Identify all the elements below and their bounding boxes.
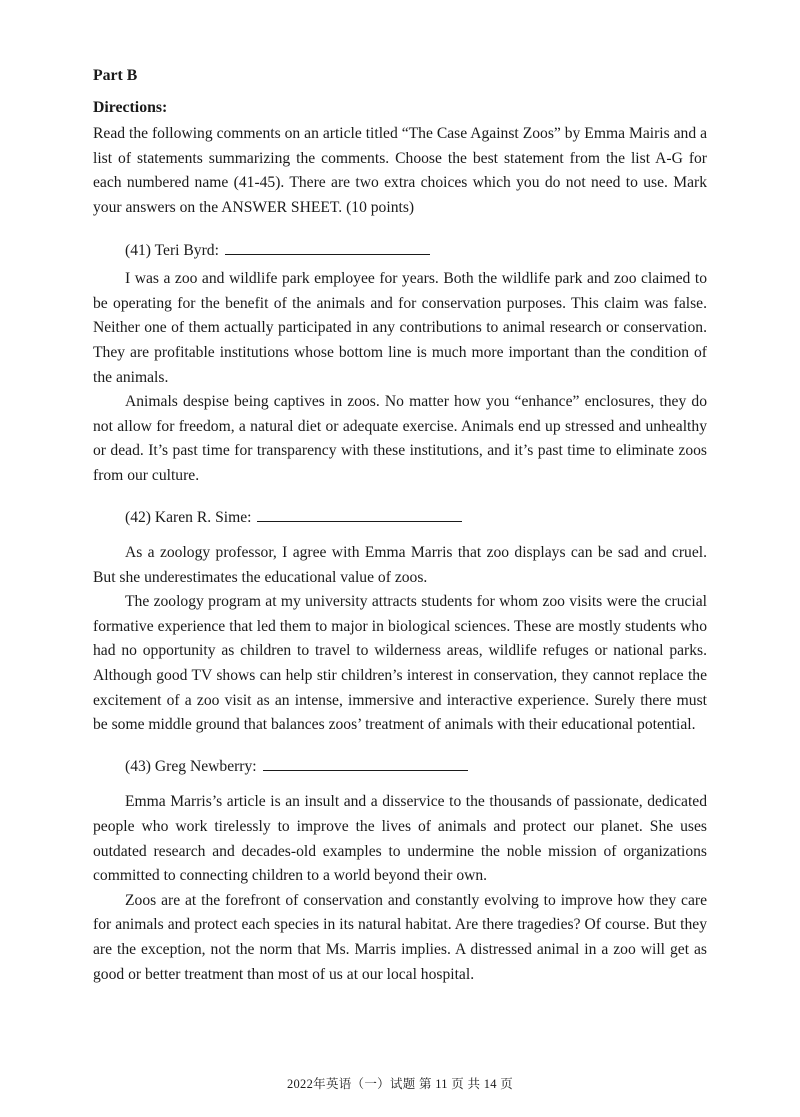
comment-41	[93, 239, 707, 489]
comment-paragraph: Emma Marris’s article is an insult and a disservice to the thousands of passionate, dedicated people who work tirelessly to improve the lives of animals and protect our planet. She uses outdated research and decades-old examples to undermine the noble mission of organizations committed to connecting children to a world beyond their own.	[93, 793, 707, 885]
comment-name-line	[93, 506, 707, 531]
comment-paragraph: Animals despise being captives in zoos. No matter how you “enhance” enclosures, they do not allow for freedom, a natural diet or adequate exercise. Animals end up stressed and unhealthy or dead. It’s past time for transparency with these institutions, and it’s past time to eliminate zoos from our culture.	[93, 393, 707, 484]
answer-blank	[225, 240, 430, 255]
answer-blank	[263, 756, 468, 771]
comment-43	[93, 755, 707, 987]
comment-paragraph: As a zoology professor, I agree with Emma Marris that zoo displays can be sad and cruel. But she underestimates the educational value of zoos.	[93, 544, 707, 586]
comment-label: (42) Karen R. Sime:	[125, 508, 252, 526]
comment-paragraph: Zoos are at the forefront of conservation and constantly evolving to improve how they care for animals and protect each species in its natural habitat. Are there tragedies? Of course. But they are the exception, not the norm that Ms. Marris implies. A distressed animal in a zoo will get as good or better treatment than most of us at our local hospital.	[93, 891, 707, 983]
comment-42	[93, 506, 707, 738]
comment-label: (41) Teri Byrd:	[125, 241, 219, 259]
comment-paragraph: I was a zoo and wildlife park employee for years. Both the wildlife park and zoo claimed to be operating for the benefit of the animals and for conservation purposes. This claim was false. Neither one of them actually participated in any contributions to animal research or conservation. They are profitable institutions whose bottom line is much more important than the condition of the animals.	[93, 270, 707, 386]
directions-text: Read the following comments on an article titled “The Case Against Zoos” by Emma Mairis and a list of statements summarizing the comments. Choose the best statement from the list A-G for each numbered name (41-45). There are two extra choices which you do not need to use. Mark your answers on the ANSWER SHEET. (10 points)	[93, 125, 707, 216]
comment-label: (43) Greg Newberry:	[125, 757, 257, 775]
comment-name-line	[93, 239, 707, 264]
comment-paragraph: The zoology program at my university attracts students for whom zoo visits were the crucial formative experience that led them to major in biological sciences. These are mostly students who had no opportunity as children to travel to wilderness areas, wildlife refuges or national parks. Although good TV shows can help stir children’s interest in conservation, they cannot replace the excitement of a zoo visit as an intense, immersive and interactive experience. Surely there must be some middle ground that balances zoos’ treatment of animals with their educational potential.	[93, 593, 707, 734]
answer-blank	[257, 507, 462, 522]
directions-label: Directions:	[93, 98, 168, 116]
comment-name-line	[93, 755, 707, 780]
page-content	[93, 64, 707, 1004]
page-footer: 2022年英语（一）试题 第 11 页 共 14 页	[286, 1077, 514, 1091]
part-title: Part B	[93, 67, 138, 84]
